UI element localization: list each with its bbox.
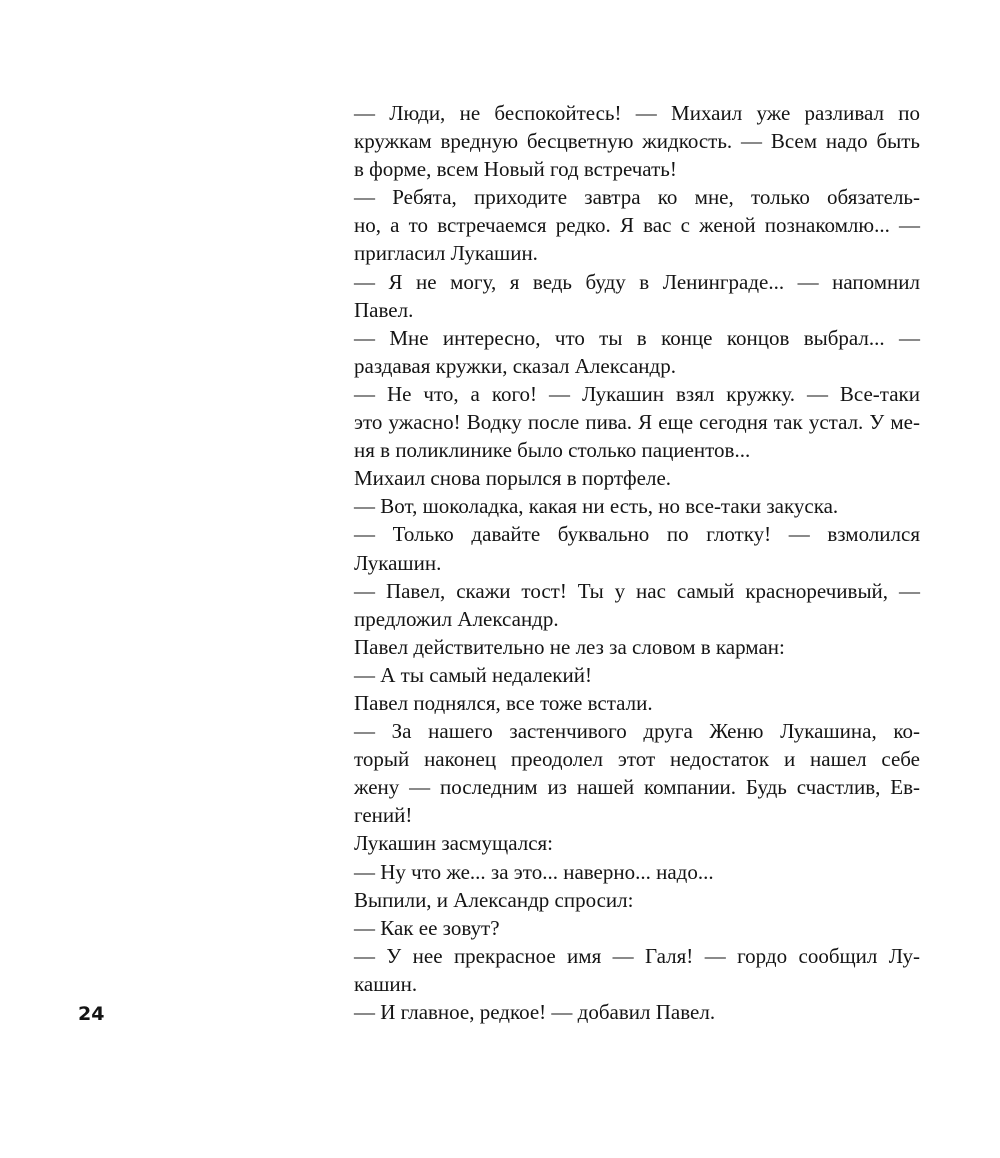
paragraph: [314, 268, 920, 324]
paragraph: [314, 380, 920, 464]
text-line: пригласил Лукашин.: [354, 241, 538, 266]
text-line: кашин.: [354, 971, 418, 996]
paragraph: [314, 464, 920, 492]
text-line: — Ну что же... за это... наверно... надо...: [354, 859, 714, 884]
text-line: — Мне интересно, что ты в конце концов выбрал... —: [354, 325, 920, 350]
paragraph: [314, 633, 920, 661]
paragraph: [314, 914, 920, 942]
text-line: ня в поликлинике было столько пациентов...: [354, 438, 751, 463]
text-line: — И главное, редкое! — добавил Павел.: [354, 1000, 716, 1024]
paragraph: [314, 886, 920, 914]
paragraph: [314, 577, 920, 633]
text-line: — Как ее зовут?: [354, 915, 500, 940]
text-line: — Павел, скажи тост! Ты у нас самый красноречивый, —: [354, 578, 920, 603]
text-line: — Вот, шоколадка, какая ни есть, но все-таки закуска.: [354, 494, 839, 519]
text-line: Михаил снова порылся в портфеле.: [354, 466, 672, 491]
text-line: — Люди, не беспокойтесь! — Михаил уже разливал по: [354, 101, 920, 125]
paragraph: [314, 492, 920, 520]
paragraph: [314, 520, 920, 576]
text-line: — За нашего застенчивого друга Женю Лукашина, ко-: [354, 719, 920, 744]
text-line: жену — последним из нашей компании. Будь счастлив, Ев-: [354, 775, 920, 800]
text-line: — Ребята, приходите завтра ко мне, только обязатель-: [354, 185, 920, 210]
paragraph: [314, 829, 920, 857]
text-line: Выпили, и Александр спросил:: [354, 887, 634, 912]
text-line: в форме, всем Новый год встречать!: [354, 157, 677, 182]
text-line: — Только давайте буквально по глотку! — взмолился: [354, 522, 920, 547]
text-line: — Не что, а кого! — Лукашин взял кружку. — Все-таки: [354, 381, 920, 406]
paragraph: [314, 99, 920, 183]
text-line: Лукашин засмущался:: [354, 831, 554, 856]
paragraph: [314, 661, 920, 689]
paragraph: [314, 183, 920, 267]
text-line: раздавая кружки, сказал Александр.: [354, 353, 676, 378]
text-line: кружкам вредную бесцветную жидкость. — Всем надо быть: [354, 129, 920, 154]
paragraph: [314, 689, 920, 717]
text-line: Павел поднялся, все тоже встали.: [354, 690, 653, 715]
text-line: — У нее прекрасное имя — Галя! — гордо сообщил Лу-: [354, 943, 920, 968]
text-line: предложил Александр.: [354, 606, 559, 631]
paragraph: [314, 324, 920, 380]
text-line: Павел.: [354, 297, 414, 322]
text-line: — Я не могу, я ведь буду в Ленинграде... — напомнил: [354, 269, 920, 294]
text-line: это ужасно! Водку после пива. Я еще сегодня так устал. У ме-: [354, 410, 920, 435]
paragraph: [314, 717, 920, 829]
text-line: торый наконец преодолел этот недостаток и нашел себе: [354, 747, 920, 772]
paragraph: [314, 998, 920, 1026]
paragraph: [314, 858, 920, 886]
text-line: Павел действительно не лез за словом в карман:: [354, 634, 785, 659]
text-line: Лукашин.: [354, 550, 442, 575]
page-number: 24: [78, 1003, 105, 1025]
paragraph: [314, 942, 920, 998]
text-line: гений!: [354, 803, 413, 828]
text-column: [314, 99, 920, 1026]
text-line: — А ты самый недалекий!: [354, 662, 592, 687]
text-line: но, а то встречаемся редко. Я вас с женой познакомлю... —: [354, 213, 920, 238]
